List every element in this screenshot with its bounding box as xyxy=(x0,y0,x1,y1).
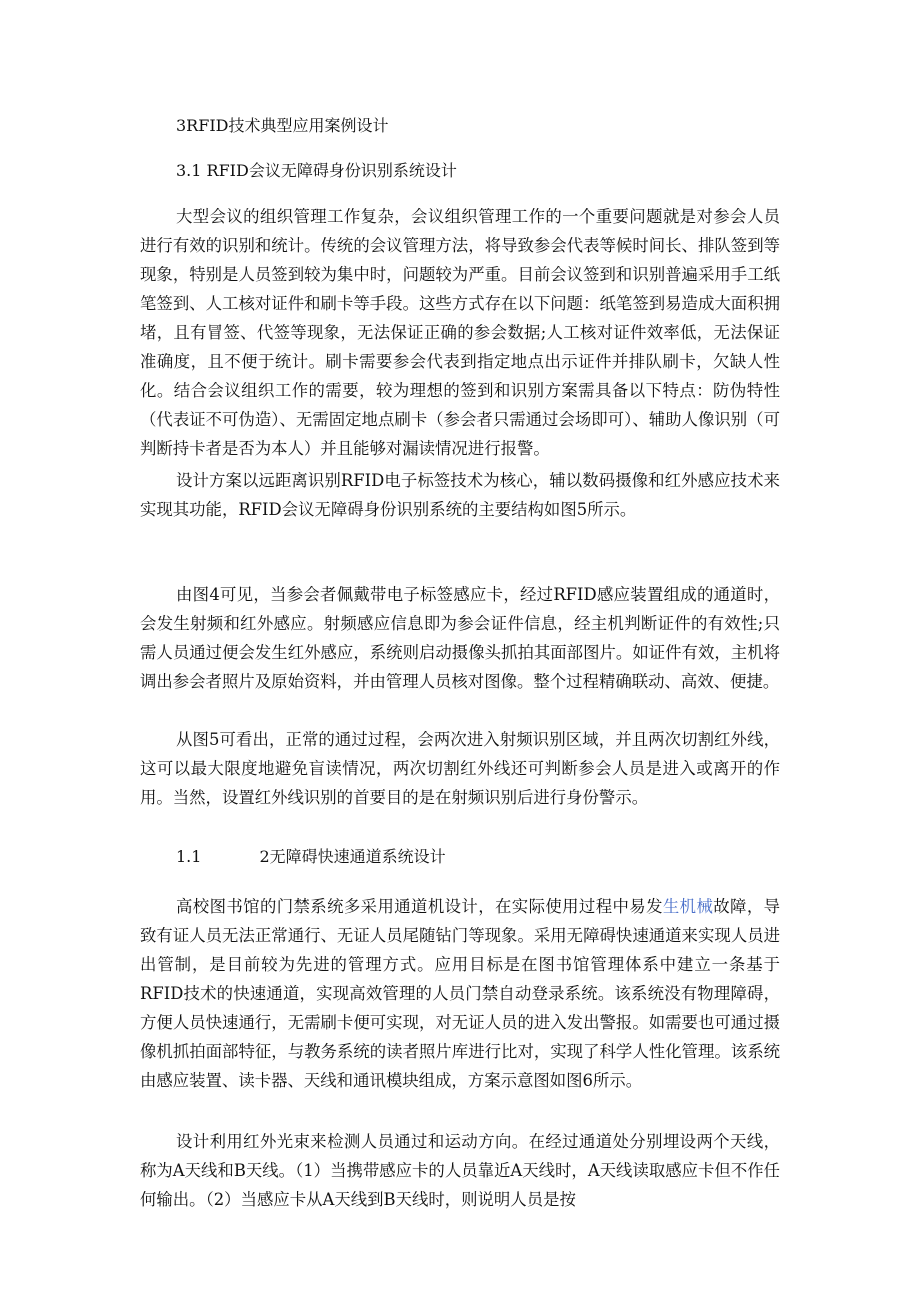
section-heading-3: 3RFID技术典型应用案例设计 xyxy=(176,116,389,135)
paragraph-figure-4-explanation: 由图4可见，当参会者佩戴带电子标签感应卡，经过RFID感应装置组成的通道时，会发生射频和红外感应。射频感应信息即为参会证件信息，经主机判断证件的有效性;只需人员通过便会发生红外感应，系统则启动摄像头抓拍其面部图片。如证件有效，主机将调出参会者照片及原始资料，并由管理人员核对图像。整个过程精确联动、高效、便捷。 xyxy=(140,585,780,691)
para-5-start: 高校图书馆的门禁系统多采用通道机设计，在实际使用过程中易发 xyxy=(176,897,663,916)
paragraph-meeting-management: 大型会议的组织管理工作复杂，会议组织管理工作的一个重要问题就是对参会人员进行有效的识别和统计。传统的会议管理方法，将导致参会代表等候时间长、排队签到等现象，特别是人员签到较为集中时，问题较为严重。目前会议签到和识别普遍采用手工纸笔签到、人工核对证件和刷卡等手段。这些方式存在以下问题：纸笔签到易造成大面积拥堵，且有冒签、代签等现象，无法保证正确的参会数据;人工核对证件效率低，无法保证准确度，且不便于统计。刷卡需要参会代表到指定地点出示证件并排队刷卡，欠缺人性化。结合会议组织工作的需要，较为理想的签到和识别方案需具备以下特点：防伪特性（代表证不可伪造）、无需固定地点刷卡（参会者只需通过会场即可）、辅助人像识别（可判断持卡者是否为本人）并且能够对漏读情况进行报警。 xyxy=(140,207,780,458)
paragraph-library-access xyxy=(140,892,780,1095)
heading-text: 2无障碍快速通道系统设计 xyxy=(259,847,446,866)
paragraph-infrared-design: 设计利用红外光束来检测人员通过和运动方向。在经过通道处分别埋设两个天线，称为A天线和B天线。（1）当携带感应卡的人员靠近A天线时，A天线读取感应卡但不作任何输出。（2）当感应卡从A天线到B天线时，则说明人员是按 xyxy=(140,1132,780,1209)
paragraph-figure-5-explanation: 从图5可看出，正常的通过过程，会两次进入射频识别区域，并且两次切割红外线，这可以最大限度地避免盲读情况，两次切割红外线还可判断参会人员是进入或离开的作用。当然，设置红外线识别的首要目的是在射频识别后进行身份警示。 xyxy=(140,730,780,807)
subsection-heading-3-1: 3.1 RFID会议无障碍身份识别系统设计 xyxy=(176,161,457,180)
machinery-link[interactable]: 生机械 xyxy=(662,897,714,916)
para-5-end: 故障，导致有证人员无法正常通行、无证人员尾随钻门等现象。采用无障碍快速通道来实现人员进出管制，是目前较为先进的管理方式。应用目标是在图书馆管理体系中建立一条基于RFID技术的快速通道，实现高效管理的人员门禁自动登录系统。该系统没有物理障碍，方便人员快速通行，无需刷卡便可实现，对无证人员的进入发出警报。如需要也可通过摄像机抓拍面部特征，与教务系统的读者照片库进行比对，实现了科学人性化管理。该系统由感应装置、读卡器、天线和通讯模块组成，方案示意图如图6所示。 xyxy=(140,897,781,1090)
subsection-heading-1-1 xyxy=(176,845,446,869)
paragraph-design-scheme: 设计方案以远距离识别RFID电子标签技术为核心，辅以数码摄像和红外感应技术来实现其功能，RFID会议无障碍身份识别系统的主要结构如图5所示。 xyxy=(140,471,780,519)
heading-number: 1.1 xyxy=(176,847,202,866)
